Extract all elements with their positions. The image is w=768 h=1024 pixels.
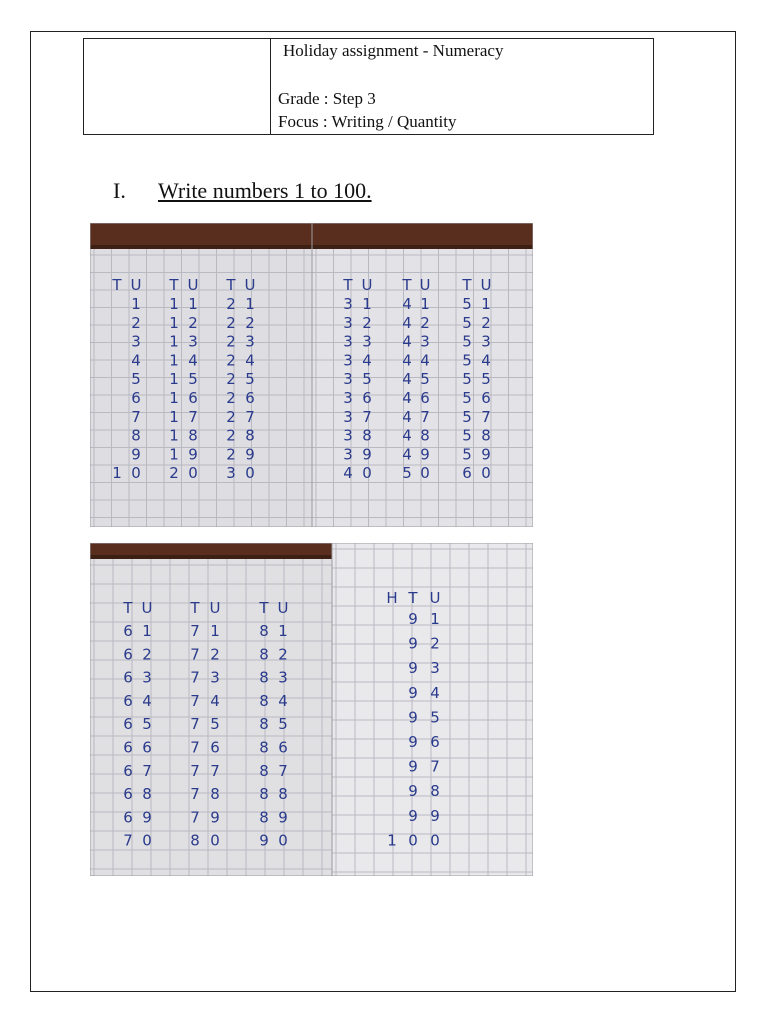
- handwritten-digit: 5: [142, 715, 152, 734]
- handwritten-digit: 1: [169, 445, 179, 464]
- column-header: U: [419, 276, 431, 294]
- handwritten-digit: 1: [169, 407, 179, 426]
- handwritten-digit: 7: [123, 831, 133, 850]
- handwritten-digit: 1: [481, 295, 491, 313]
- handwritten-digit: 8: [481, 426, 491, 445]
- handwritten-digit: 8: [210, 785, 220, 804]
- handwritten-digit: 0: [481, 464, 491, 483]
- handwritten-digit: 0: [131, 464, 141, 483]
- handwritten-digit: 2: [226, 445, 236, 464]
- handwritten-digit: 6: [123, 668, 133, 687]
- handwritten-digit: 4: [430, 683, 440, 702]
- handwritten-digit: 2: [142, 645, 152, 664]
- handwritten-digit: 1: [131, 295, 141, 313]
- handwritten-digit: 1: [210, 622, 220, 640]
- handwritten-digit: 5: [481, 370, 491, 389]
- handwritten-digit: 5: [420, 370, 430, 389]
- handwritten-digit: 7: [190, 668, 200, 687]
- handwritten-digit: 3: [343, 407, 353, 426]
- column-header: U: [277, 599, 289, 617]
- column-header: U: [244, 276, 256, 294]
- handwritten-digit: 8: [420, 426, 430, 445]
- handwritten-digit: 7: [190, 622, 200, 640]
- handwritten-digit: 2: [226, 407, 236, 426]
- header-table: [83, 38, 654, 135]
- handwritten-digit: 9: [408, 708, 418, 727]
- column-header: U: [361, 276, 373, 294]
- column-header: T: [123, 599, 133, 617]
- column-header: T: [190, 599, 200, 617]
- column-header: T: [169, 276, 179, 294]
- handwritten-digit: 3: [343, 332, 353, 351]
- handwritten-digit: 2: [226, 389, 236, 407]
- handwritten-digit: 9: [408, 806, 418, 825]
- handwritten-digit: 3: [343, 389, 353, 407]
- handwritten-digit: 3: [420, 332, 430, 351]
- handwritten-digit: 6: [123, 738, 133, 757]
- handwritten-digit: 4: [343, 464, 353, 483]
- handwritten-digit: 2: [131, 313, 141, 332]
- focus-text: Focus : Writing / Quantity: [278, 112, 457, 131]
- handwritten-digit: 1: [169, 332, 179, 351]
- handwritten-digit: 1: [169, 313, 179, 332]
- handwritten-digit: 7: [245, 407, 255, 426]
- handwritten-digit: 1: [188, 295, 198, 313]
- handwritten-digit: 7: [190, 645, 200, 664]
- handwritten-digit: 6: [420, 389, 430, 407]
- handwritten-digit: 8: [259, 691, 269, 710]
- handwritten-digit: 9: [408, 659, 418, 678]
- handwritten-digit: 5: [362, 370, 372, 389]
- handwritten-digit: 3: [142, 668, 152, 687]
- handwritten-digit: 3: [188, 332, 198, 351]
- handwritten-digit: 2: [169, 464, 179, 483]
- handwritten-digit: 8: [188, 426, 198, 445]
- handwritten-digit: 0: [362, 464, 372, 483]
- handwritten-digit: 1: [430, 610, 440, 628]
- handwritten-digit: 7: [190, 785, 200, 804]
- handwritten-digit: 8: [259, 645, 269, 664]
- handwritten-digit: 8: [259, 668, 269, 687]
- handwritten-digit: 9: [408, 733, 418, 751]
- handwritten-digit: 9: [245, 445, 255, 464]
- handwritten-digit: 4: [420, 351, 430, 370]
- handwritten-digit: 7: [210, 761, 220, 780]
- handwritten-digit: 4: [402, 351, 412, 370]
- handwritten-digit: 1: [278, 622, 288, 640]
- handwritten-digit: 9: [278, 808, 288, 827]
- section-number: I.: [113, 178, 126, 203]
- handwritten-digit: 6: [123, 715, 133, 734]
- handwritten-digit: 2: [420, 313, 430, 332]
- handwritten-digit: 9: [142, 808, 152, 827]
- handwritten-digit: 3: [362, 332, 372, 351]
- grade-text: Grade : Step 3: [278, 89, 376, 108]
- handwritten-digit: 4: [402, 295, 412, 313]
- handwritten-digit: 2: [362, 313, 372, 332]
- handwritten-digit: 2: [226, 351, 236, 370]
- handwritten-digit: 5: [131, 370, 141, 389]
- handwritten-digit: 1: [169, 370, 179, 389]
- handwritten-digit: 1: [112, 464, 122, 483]
- handwritten-digit: 7: [131, 407, 141, 426]
- handwritten-digit: 2: [245, 313, 255, 332]
- handwritten-digit: 3: [481, 332, 491, 351]
- handwritten-digit: 6: [210, 738, 220, 757]
- handwritten-digit: 7: [190, 761, 200, 780]
- handwritten-digit: 8: [245, 426, 255, 445]
- handwritten-digit: 5: [462, 426, 472, 445]
- handwritten-digit: 7: [481, 407, 491, 426]
- handwritten-digit: 9: [420, 445, 430, 464]
- handwritten-digit: 9: [259, 831, 269, 850]
- handwritten-digit: 0: [245, 464, 255, 483]
- handwritten-digit: 9: [430, 806, 440, 825]
- handwritten-digit: 7: [278, 761, 288, 780]
- handwritten-digit: 6: [123, 622, 133, 640]
- handwritten-digit: 7: [142, 761, 152, 780]
- handwritten-digit: 0: [430, 831, 440, 850]
- handwritten-digit: 3: [210, 668, 220, 687]
- handwritten-digit: 6: [123, 691, 133, 710]
- handwritten-digit: 4: [402, 407, 412, 426]
- notebook-photo-4: [332, 543, 533, 876]
- notebook-photo-2: [312, 223, 533, 527]
- handwritten-digit: 8: [259, 808, 269, 827]
- handwritten-digit: 5: [462, 370, 472, 389]
- handwritten-digit: 5: [462, 389, 472, 407]
- handwritten-digit: 6: [188, 389, 198, 407]
- handwritten-digit: 5: [462, 407, 472, 426]
- handwritten-digit: 6: [123, 645, 133, 664]
- handwritten-digit: 3: [131, 332, 141, 351]
- handwritten-digit: 4: [481, 351, 491, 370]
- handwritten-digit: 9: [408, 634, 418, 653]
- handwritten-digit: 7: [190, 808, 200, 827]
- column-header: H: [386, 589, 398, 607]
- handwritten-digit: 1: [142, 622, 152, 640]
- handwritten-digit: 9: [408, 610, 418, 628]
- handwritten-digit: 8: [190, 831, 200, 850]
- handwritten-digit: 6: [123, 808, 133, 827]
- handwritten-digit: 4: [131, 351, 141, 370]
- handwritten-digit: 1: [169, 351, 179, 370]
- handwritten-digit: 4: [245, 351, 255, 370]
- handwritten-digit: 2: [226, 370, 236, 389]
- header-blank-cell: [84, 39, 271, 134]
- handwritten-digit: 3: [245, 332, 255, 351]
- handwritten-digit: 3: [343, 351, 353, 370]
- handwritten-digit: 3: [430, 659, 440, 678]
- handwritten-digit: 8: [278, 785, 288, 804]
- column-header: U: [187, 276, 199, 294]
- handwritten-digit: 5: [245, 370, 255, 389]
- column-header: T: [402, 276, 412, 294]
- section-instruction: Write numbers 1 to 100.: [158, 178, 372, 203]
- handwritten-digit: 5: [210, 715, 220, 734]
- handwritten-digit: 9: [408, 683, 418, 702]
- handwritten-digit: 2: [226, 332, 236, 351]
- handwritten-digit: 3: [343, 445, 353, 464]
- handwritten-digit: 6: [142, 738, 152, 757]
- handwritten-digit: 2: [481, 313, 491, 332]
- handwritten-digit: 8: [259, 715, 269, 734]
- handwritten-digit: 5: [278, 715, 288, 734]
- handwritten-digit: 4: [210, 691, 220, 710]
- handwritten-digit: 1: [245, 295, 255, 313]
- handwritten-digit: 3: [343, 370, 353, 389]
- handwritten-digit: 9: [188, 445, 198, 464]
- handwritten-digit: 5: [462, 313, 472, 332]
- handwritten-digit: 6: [462, 464, 472, 483]
- handwritten-digit: 5: [462, 445, 472, 464]
- handwritten-digit: 4: [142, 691, 152, 710]
- handwritten-digit: 6: [123, 761, 133, 780]
- handwritten-digit: 3: [343, 295, 353, 313]
- handwritten-digit: 5: [462, 351, 472, 370]
- column-header: U: [141, 599, 153, 617]
- handwritten-digit: 2: [188, 313, 198, 332]
- handwritten-digit: 6: [278, 738, 288, 757]
- handwritten-digit: 2: [226, 313, 236, 332]
- handwritten-digit: 1: [362, 295, 372, 313]
- handwritten-digit: 0: [278, 831, 288, 850]
- handwritten-digit: 6: [430, 733, 440, 751]
- column-header: U: [130, 276, 142, 294]
- handwritten-digit: 7: [190, 738, 200, 757]
- handwritten-digit: 2: [430, 634, 440, 653]
- notebook-photo-3: [90, 543, 332, 876]
- handwritten-digit: 0: [210, 831, 220, 850]
- handwritten-digit: 8: [142, 785, 152, 804]
- handwritten-digit: 3: [343, 426, 353, 445]
- handwritten-digit: 4: [402, 370, 412, 389]
- handwritten-digit: 8: [259, 761, 269, 780]
- handwritten-digit: 1: [387, 831, 397, 850]
- column-header: U: [429, 589, 441, 607]
- handwritten-digit: 4: [402, 313, 412, 332]
- handwritten-digit: 3: [278, 668, 288, 687]
- handwritten-digit: 7: [430, 757, 440, 776]
- column-header: T: [112, 276, 122, 294]
- notebook-photo-1: [90, 223, 312, 527]
- handwritten-digit: 1: [169, 426, 179, 445]
- handwritten-digit: 4: [402, 445, 412, 464]
- handwritten-digit: 9: [131, 445, 141, 464]
- handwritten-digit: 9: [210, 808, 220, 827]
- handwritten-digit: 2: [278, 645, 288, 664]
- handwritten-digit: 3: [226, 464, 236, 483]
- handwritten-digit: 2: [210, 645, 220, 664]
- handwritten-digit: 6: [245, 389, 255, 407]
- handwritten-digit: 6: [131, 389, 141, 407]
- handwritten-digit: 7: [190, 715, 200, 734]
- handwritten-digit: 4: [402, 389, 412, 407]
- handwritten-digit: 1: [420, 295, 430, 313]
- handwritten-digit: 5: [462, 332, 472, 351]
- handwritten-digit: 8: [259, 738, 269, 757]
- handwritten-digit: 9: [408, 757, 418, 776]
- handwritten-digit: 4: [278, 691, 288, 710]
- handwritten-digit: 3: [343, 313, 353, 332]
- assignment-title: Holiday assignment - Numeracy: [283, 41, 504, 60]
- handwritten-digit: 5: [462, 295, 472, 313]
- handwritten-digit: 2: [226, 295, 236, 313]
- handwritten-digit: 8: [430, 782, 440, 801]
- handwritten-digit: 0: [408, 831, 418, 850]
- handwritten-digit: 4: [402, 426, 412, 445]
- handwritten-digit: 0: [420, 464, 430, 483]
- column-header: T: [226, 276, 236, 294]
- handwritten-digit: 4: [362, 351, 372, 370]
- column-header: T: [259, 599, 269, 617]
- header-info-cell: [271, 39, 653, 134]
- handwritten-digit: 6: [481, 389, 491, 407]
- column-header: T: [408, 589, 418, 607]
- handwritten-digit: 7: [188, 407, 198, 426]
- handwritten-digit: 9: [362, 445, 372, 464]
- handwritten-digit: 5: [430, 708, 440, 727]
- handwritten-digit: 8: [259, 622, 269, 640]
- column-header: T: [462, 276, 472, 294]
- section-heading: [113, 178, 372, 204]
- handwritten-digit: 4: [188, 351, 198, 370]
- column-header: T: [343, 276, 353, 294]
- handwritten-digit: 0: [142, 831, 152, 850]
- handwritten-digit: 5: [402, 464, 412, 483]
- handwritten-digit: 1: [169, 389, 179, 407]
- handwritten-digit: 6: [362, 389, 372, 407]
- handwritten-digit: 8: [131, 426, 141, 445]
- handwritten-digit: 1: [169, 295, 179, 313]
- handwritten-digit: 6: [123, 785, 133, 804]
- handwritten-digit: 7: [190, 691, 200, 710]
- handwritten-digit: 8: [259, 785, 269, 804]
- handwritten-digit: 0: [188, 464, 198, 483]
- handwritten-digit: 7: [420, 407, 430, 426]
- handwritten-digit: 9: [481, 445, 491, 464]
- column-header: U: [209, 599, 221, 617]
- handwritten-digit: 2: [226, 426, 236, 445]
- handwritten-digit: 9: [408, 782, 418, 801]
- column-header: U: [480, 276, 492, 294]
- handwritten-digit: 5: [188, 370, 198, 389]
- handwritten-digit: 7: [362, 407, 372, 426]
- handwritten-digit: 8: [362, 426, 372, 445]
- handwritten-digit: 4: [402, 332, 412, 351]
